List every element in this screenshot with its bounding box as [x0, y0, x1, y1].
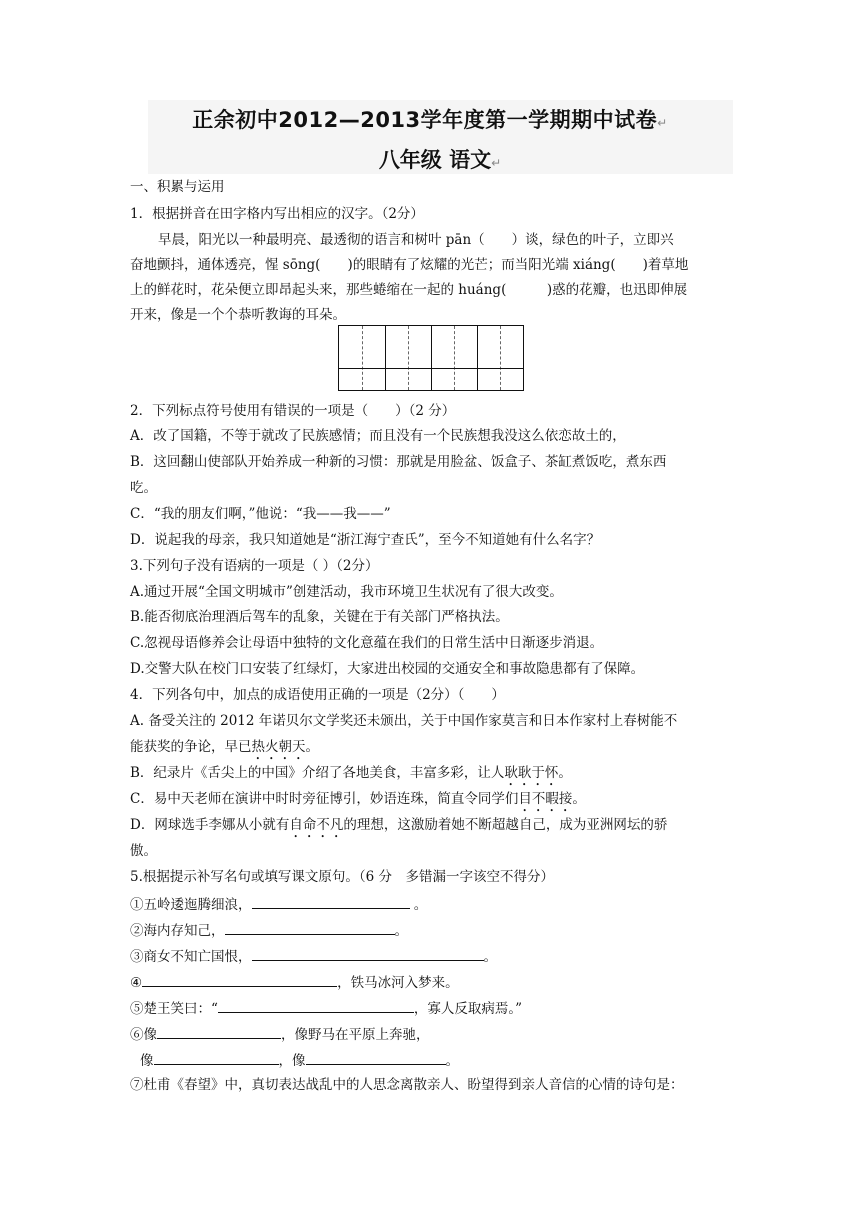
answer-blank[interactable]	[142, 972, 337, 987]
q4-option-a: A. 备受关注的 2012 年诺贝尔文学奖还未颁出，关于中国作家莫言和日本作家村上春树能不	[130, 713, 678, 729]
answer-blank[interactable]	[225, 920, 395, 935]
q1-passage-line: 奋地颤抖，通体透亮，惺 sōng( )的眼睛有了炫耀的光芒；而当阳光端 xiáng( )着草地	[130, 257, 689, 273]
q4-option-a-cont: 能获奖的争论，早已热火朝天。	[130, 739, 319, 755]
q1-passage-line: 上的鲜花时，花朵便立即昂起头来，那些蜷缩在一起的 huáng( )惑的花瓣，也迅即伸展	[130, 282, 688, 298]
exam-subtitle: 八年级 语文↵	[378, 148, 502, 172]
answer-blank[interactable]	[252, 946, 484, 961]
q5-item-2: ②海内存知己， 。	[130, 920, 408, 940]
exam-title: 正余初中2012—2013学年度第一学期期中试卷↵	[192, 108, 668, 132]
q5-stem: 5.根据提示补写名句或填写课文原句。（6 分 多错漏一字该空不得分）	[130, 869, 555, 885]
q1-passage-line: 开来，像是一个个恭听教诲的耳朵。	[130, 307, 346, 323]
idiom-dotted: 目不暇接	[518, 791, 573, 807]
answer-blank[interactable]	[306, 1050, 446, 1065]
q4-option-c: C．易中天老师在演讲中时时旁征博引，妙语连珠，简直令同学们目不暇接。	[130, 791, 586, 807]
q1-passage-line: 早晨，阳光以一种最明亮、最透彻的语言和树叶 pān（ ）谈，绿色的叶子，立即兴	[158, 232, 674, 248]
q5-item-4: ④ ，铁马冰河入梦来。	[130, 972, 459, 992]
answer-blank[interactable]	[218, 998, 414, 1013]
q2-option-c: C．“我的朋友们啊，”他说：“我——我——”	[130, 506, 391, 522]
q5-item-7: ⑦杜甫《春望》中，真切表达战乱中的人思念离散亲人、盼望得到亲人音信的心情的诗句是：	[130, 1077, 684, 1093]
q3-option-d: D.交警大队在校门口安装了红绿灯，大家进出校园的交通安全和事故隐患都有了保障。	[130, 661, 645, 677]
q4-stem: 4．下列各句中，加点的成语使用正确的一项是（2分）（ ）	[130, 687, 505, 703]
q3-option-a: A.通过开展“全国文明城市”创建活动，我市环境卫生状况有了很大改变。	[130, 584, 563, 600]
q5-item-3: ③商女不知亡国恨， 。	[130, 946, 497, 966]
q4-option-d-cont: 傲。	[130, 843, 157, 859]
idiom-dotted: 自命不凡	[289, 817, 344, 833]
q5-item-6: ⑥像 ，像野马在平原上奔驰，	[130, 1024, 430, 1044]
section-heading: 一、积累与运用	[130, 179, 225, 195]
idiom-dotted: 热火朝天	[251, 739, 306, 755]
q1-stem: 1．根据拼音在田字格内写出相应的汉字。（2分）	[130, 206, 424, 222]
q2-option-b: B．这回翻山使部队开始养成一种新的习惯：那就是用脸盆、饭盒子、茶缸煮饭吃，煮东西	[130, 454, 667, 470]
q2-option-d: D．说起我的母亲，我只知道她是“浙江海宁查氏”，至今不知道她有什么名字？	[130, 532, 601, 548]
q2-option-a: A．改了国籍，不等于就改了民族感情；而且没有一个民族想我没这么依恋故土的，	[130, 428, 626, 444]
q2-stem: 2．下列标点符号使用有错误的一项是（ ）（2 分）	[130, 403, 456, 419]
answer-blank[interactable]	[157, 1024, 281, 1039]
q2-option-b-cont: 吃。	[130, 480, 157, 496]
q4-option-b: B．纪录片《舌尖上的中国》介绍了各地美食，丰富多彩，让人耿耿于怀。	[130, 765, 572, 781]
idiom-dotted: 耿耿于怀	[504, 765, 559, 781]
q3-option-c: C.忽视母语修养会让母语中独特的文化意蕴在我们的日常生活中日渐逐步消退。	[130, 635, 604, 651]
answer-blank[interactable]	[252, 894, 410, 909]
q3-option-b: B.能否彻底治理酒后驾车的乱象，关键在于有关部门严格执法。	[130, 609, 509, 625]
q5-item-1: ①五岭逶迤腾细浪， 。	[130, 894, 427, 914]
answer-blank[interactable]	[154, 1050, 279, 1065]
q3-stem: 3.下列句子没有语病的一项是（ ）（2分）	[130, 558, 379, 574]
q5-item-5: ⑤楚王笑曰：“ ，寡人反取病焉。”	[130, 998, 522, 1018]
tianzige-grid[interactable]	[338, 325, 524, 391]
q4-option-d: D．网球选手李娜从小就有自命不凡的理想，这激励着她不断超越自己，成为亚洲网坛的骄	[130, 817, 668, 833]
q5-item-6-cont: 像 ，像 。	[140, 1050, 459, 1070]
